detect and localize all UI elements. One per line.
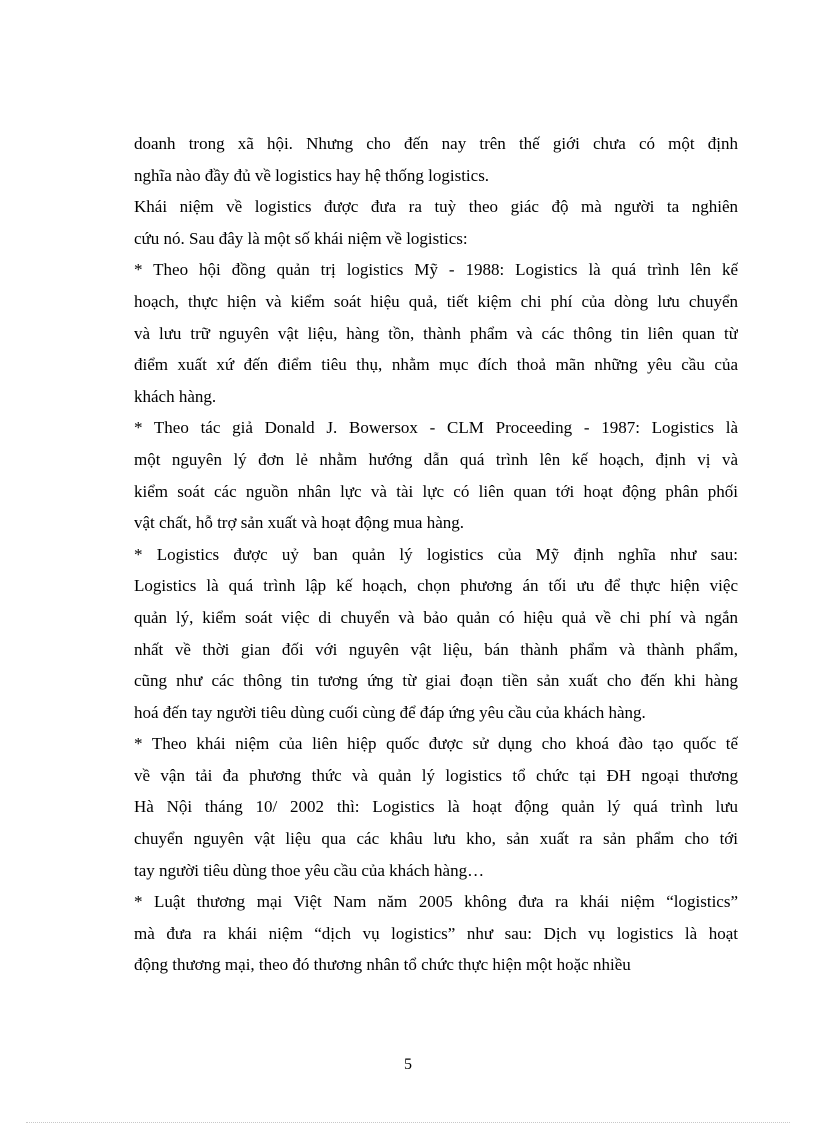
text-line: và lưu trữ nguyên vật liệu, hàng tồn, thành phẩm và các thông tin liên quan từ <box>134 323 738 343</box>
page-number: 5 <box>404 1056 412 1073</box>
text-line: kiểm soát các nguồn nhân lực và tài lực có liên quan tới hoạt động phân phối <box>134 481 738 501</box>
text-line: hoá đến tay người tiêu dùng cuối cùng để đáp ứng yêu cầu của khách hàng. <box>134 702 646 722</box>
text-line: chuyển nguyên vật liệu qua các khâu lưu kho, sản xuất ra sản phẩm cho tới <box>134 829 738 849</box>
text-line: Hà Nội tháng 10/ 2002 thì: Logistics là hoạt động quản lý quá trình lưu <box>134 797 738 817</box>
text-line: * Theo khái niệm của liên hiệp quốc được sử dụng cho khoá đào tạo quốc tế <box>134 734 738 754</box>
text-line: quản lý, kiểm soát việc di chuyển và bảo quản có hiệu quả về chi phí và ngắn <box>134 607 738 627</box>
text-line: * Theo hội đồng quản trị logistics Mỹ - 1988: Logistics là quá trình lên kế <box>134 260 738 280</box>
text-line: cứu nó. Sau đây là một số khái niệm về logistics: <box>134 228 468 248</box>
text-line: nghĩa nào đầy đủ về logistics hay hệ thống logistics. <box>134 165 490 185</box>
body-text <box>134 128 738 981</box>
text-line: Khái niệm về logistics được đưa ra tuỳ theo giác độ mà người ta nghiên <box>134 197 738 217</box>
text-line: Logistics là quá trình lập kế hoạch, chọn phương án tối ưu để thực hiện việc <box>134 576 738 596</box>
text-line: * Logistics được uỷ ban quản lý logistics của Mỹ định nghĩa như sau: <box>134 544 738 564</box>
text-line: một nguyên lý đơn lẻ nhằm hướng dẫn quá trình lên kế hoạch, định vị và <box>134 449 738 469</box>
text-line: * Theo tác giả Donald J. Bowersox - CLM Proceeding - 1987: Logistics là <box>134 418 738 438</box>
text-line: vật chất, hỗ trợ sản xuất và hoạt động mua hàng. <box>134 513 465 533</box>
text-line: động thương mại, theo đó thương nhân tổ chức thực hiện một hoặc nhiều <box>134 955 631 975</box>
text-line: * Luật thương mại Việt Nam năm 2005 không đưa ra khái niệm “logistics” <box>134 892 738 912</box>
text-line: nhất về thời gian đối với nguyên vật liệu, bán thành phẩm và thành phẩm, <box>134 639 738 659</box>
text-line: tay người tiêu dùng thoe yêu cầu của khách hàng… <box>134 860 485 880</box>
text-line: doanh trong xã hội. Nhưng cho đến nay trên thế giới chưa có một định <box>134 134 738 153</box>
text-line: điểm xuất xứ đến điểm tiêu thụ, nhằm mục đích thoả mãn những yêu cầu của <box>134 355 738 375</box>
text-line: mà đưa ra khái niệm “dịch vụ logistics” như sau: Dịch vụ logistics là hoạt <box>134 923 738 943</box>
text-line: cũng như các thông tin tương ứng từ giai đoạn tiền sản xuất cho đến khi hàng <box>134 671 738 691</box>
text-line: khách hàng. <box>134 386 217 406</box>
text-line: về vận tải đa phương thức và quản lý logistics tổ chức tại ĐH ngoại thương <box>134 765 738 785</box>
text-line: hoạch, thực hiện và kiểm soát hiệu quả, tiết kiệm chi phí của dòng lưu chuyển <box>134 291 738 311</box>
